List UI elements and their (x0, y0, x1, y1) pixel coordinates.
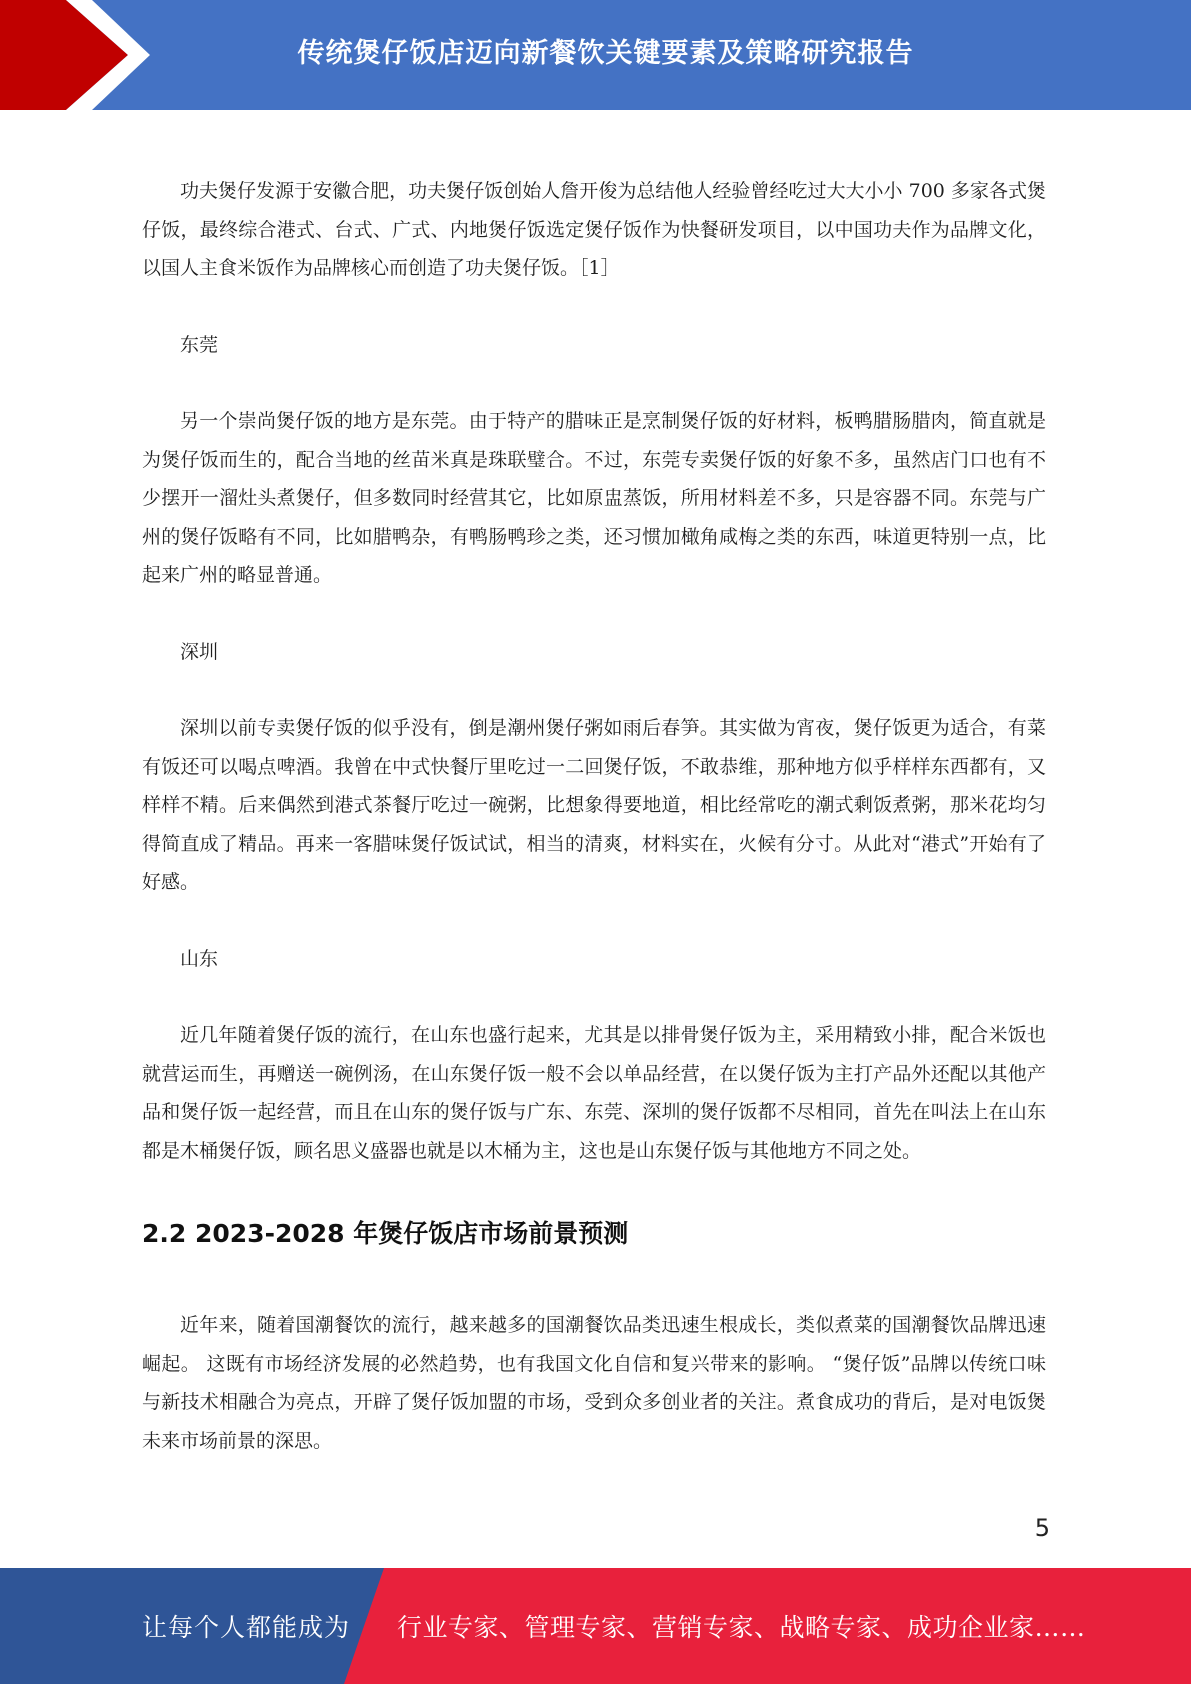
footer-slogan-right: 行业专家、管理专家、营销专家、战略专家、成功企业家…… (397, 1613, 1086, 1642)
paragraph-forecast: 近年来，随着国潮餐饮的流行，越来越多的国潮餐饮品类迅速生根成长，类似煮菜的国潮餐饮品牌迅速崛起。 这既有市场经济发展的必然趋势，也有我国文化自信和复兴带来的影响。 “煲仔饭”品牌以传统口味与新技术相融合为亮点，开辟了煲仔饭加盟的市场，受到众多创业者的关注。煮食成功的背后，是对电饭煲未来市场前景的深思。 (142, 1314, 1046, 1452)
section-heading: 2.2 2023-2028 年煲仔饭店市场前景预测 (142, 1219, 629, 1248)
page-footer (0, 1568, 1191, 1684)
footer-slogan-left: 让每个人都能成为 (142, 1613, 351, 1642)
page-number: 5 (1034, 1514, 1050, 1542)
paragraph-shandong: 近几年随着煲仔饭的流行，在山东也盛行起来，尤其是以排骨煲仔饭为主，采用精致小排，配合米饭也就营运而生，再赠送一碗例汤，在山东煲仔饭一般不会以单品经营，在以煲仔饭为主打产品外还配以其他产品和煲仔饭一起经营，而且在山东的煲仔饭与广东、东莞、深圳的煲仔饭都不尽相同，首先在叫法上在山东都是木桶煲仔饭，顾名思义盛器也就是以木桶为主，这也是山东煲仔饭与其他地方不同之处。 (142, 1024, 1046, 1162)
paragraph-shenzhen: 深圳以前专卖煲仔饭的似乎没有，倒是潮州煲仔粥如雨后春笋。其实做为宵夜，煲仔饭更为适合，有菜有饭还可以喝点啤酒。我曾在中式快餐厅里吃过一二回煲仔饭，不敢恭维，那种地方似乎样样东西都有，又样样不精。后来偶然到港式茶餐厅吃过一碗粥，比想象得要地道，相比经常吃的潮式剩饭煮粥，那米花均匀得简直成了精品。再来一客腊味煲仔饭试试，相当的清爽，材料实在，火候有分寸。从此对“港式”开始有了好感。 (142, 717, 1046, 893)
page-header (0, 0, 1191, 110)
paragraph-gongfu: 功夫煲仔发源于安徽合肥，功夫煲仔饭创始人詹开俊为总结他人经验曾经吃过大大小小 700 多家各式煲仔饭，最终综合港式、台式、广式、内地煲仔饭选定煲仔饭作为快餐研发项目，以中国功夫作为品牌文化，以国人主食米饭作为品牌核心而创造了功夫煲仔饭。［1］ (142, 180, 1046, 279)
paragraph-dongguan: 另一个崇尚煲仔饭的地方是东莞。由于特产的腊味正是烹制煲仔饭的好材料，板鸭腊肠腊肉，简直就是为煲仔饭而生的，配合当地的丝苗米真是珠联璧合。不过，东莞专卖煲仔饭的好象不多，虽然店门口也有不少摆开一溜灶头煮煲仔，但多数同时经营其它，比如原盅蒸饭，所用材料差不多，只是容器不同。东莞与广州的煲仔饭略有不同，比如腊鸭杂，有鸭肠鸭珍之类，还习惯加橄角咸梅之类的东西，味道更特别一点，比起来广州的略显普通。 (142, 410, 1046, 586)
subheading-shenzhen: 深圳 (180, 640, 219, 663)
document-body (142, 172, 1046, 1460)
report-title: 传统煲仔饭店迈向新餐饮关键要素及策略研究报告 (297, 37, 914, 69)
subheading-shandong: 山东 (180, 947, 219, 970)
subheading-dongguan: 东莞 (180, 333, 219, 356)
